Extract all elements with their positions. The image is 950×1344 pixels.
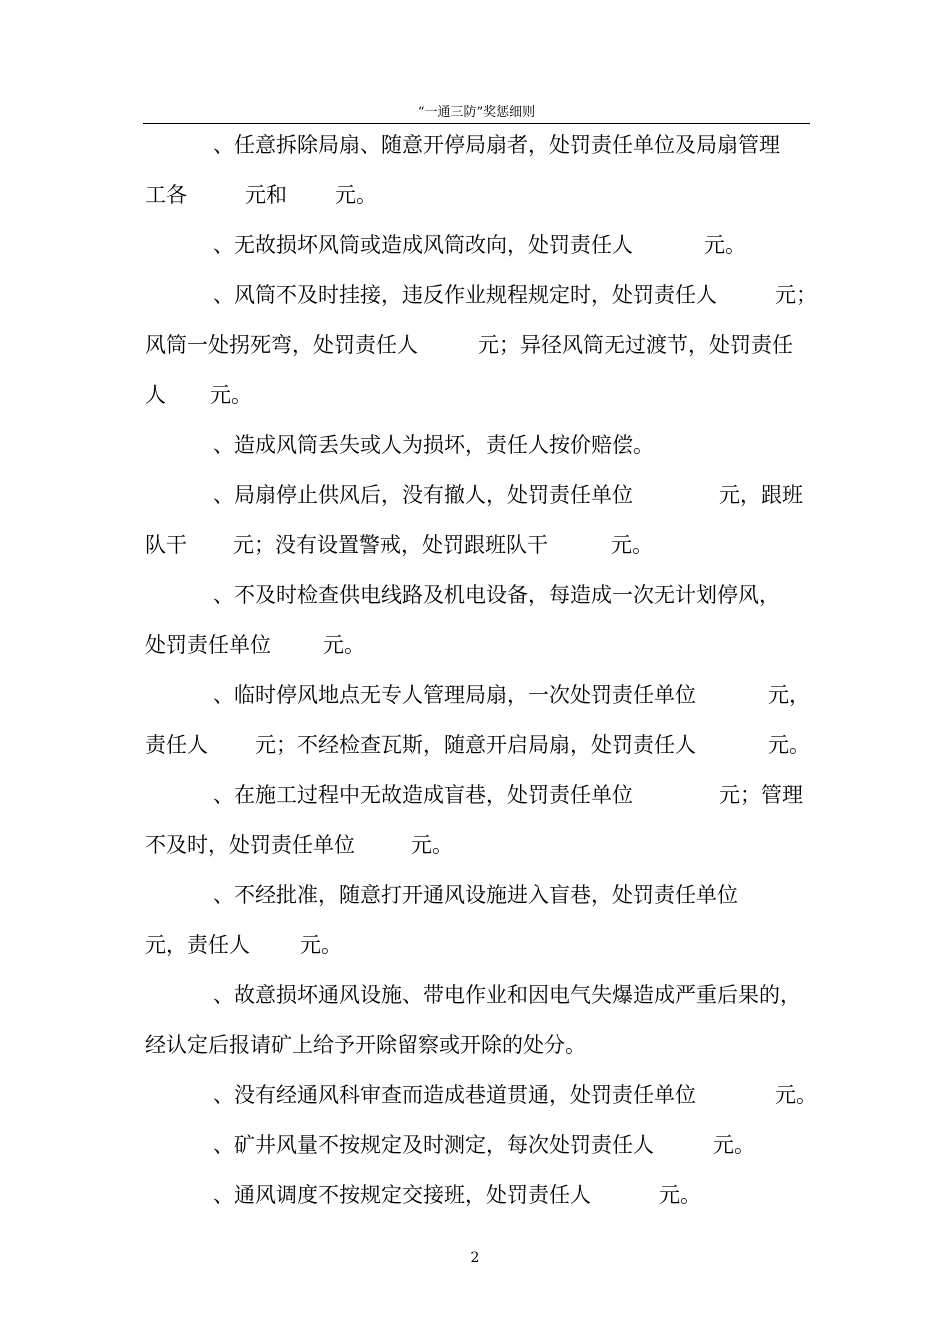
text-segment: 元。	[300, 933, 342, 957]
text-segment: 元；不经检查瓦斯，随意开启局扇，处罚责任人	[255, 733, 696, 757]
text-segment: 、通风调度不按规定交接班，处罚责任人	[213, 1183, 591, 1207]
text-line	[145, 670, 810, 720]
text-line	[145, 120, 810, 170]
text-segment: 、风筒不及时挂接，违反作业规程规定时，处罚责任人	[213, 283, 717, 307]
text-segment: 元，	[768, 683, 810, 707]
text-segment: 、不及时检查供电线路及机电设备，每造成一次无计划停风，	[213, 583, 780, 607]
text-segment: 、局扇停止供风后，没有撤人，处罚责任单位	[213, 483, 633, 507]
text-line	[145, 1170, 810, 1220]
running-header: “一通三防”奖惩细则	[417, 105, 536, 120]
text-segment: 、不经批准，随意打开通风设施进入盲巷，处罚责任单位	[213, 883, 738, 907]
text-segment: 人	[145, 383, 166, 407]
text-segment: 元和	[245, 183, 287, 207]
text-line	[145, 220, 810, 270]
text-line	[145, 920, 810, 970]
text-segment: 元。	[704, 233, 746, 257]
text-segment: 责任人	[145, 733, 208, 757]
text-segment: 元。	[335, 183, 377, 207]
text-line	[145, 320, 810, 370]
text-segment: 工各	[145, 183, 187, 207]
text-segment: 、在施工过程中无故造成盲巷，处罚责任单位	[213, 783, 633, 807]
text-line	[145, 420, 810, 470]
text-line	[145, 1070, 817, 1120]
text-line	[145, 470, 810, 520]
text-segment: 、任意拆除局扇、随意开停局扇者，处罚责任单位及局扇管理	[213, 133, 780, 157]
text-segment: 元。	[611, 533, 653, 557]
text-segment: 风筒一处拐死弯，处罚责任人	[145, 333, 418, 357]
text-segment: 、无故损坏风筒或造成风筒改向，处罚责任人	[213, 233, 633, 257]
text-segment: 元；管理	[719, 783, 803, 807]
text-segment: 元，责任人	[145, 933, 250, 957]
text-segment: 元；没有设置警戒，处罚跟班队干	[233, 533, 548, 557]
text-line	[145, 820, 810, 870]
text-segment: 元，跟班	[719, 483, 803, 507]
text-line	[145, 520, 810, 570]
text-segment: 不及时，处罚责任单位	[145, 833, 355, 857]
text-segment: 元。	[323, 633, 365, 657]
text-line	[145, 970, 810, 1020]
text-segment: 、故意损坏通风设施、带电作业和因电气失爆造成严重后果的，	[213, 983, 801, 1007]
text-segment: 队干	[145, 533, 187, 557]
text-segment: 元。	[768, 733, 810, 757]
text-segment: 元；	[775, 283, 817, 307]
text-segment: 、造成风筒丢失或人为损坏，责任人按价赔偿。	[213, 433, 654, 457]
text-line	[145, 170, 810, 220]
text-segment: 处罚责任单位	[145, 633, 271, 657]
text-line	[145, 770, 810, 820]
text-segment: 、没有经通风科审查而造成巷道贯通，处罚责任单位	[213, 1083, 696, 1107]
text-line	[145, 570, 810, 620]
text-line	[145, 1020, 810, 1070]
text-segment: 元。	[411, 833, 453, 857]
text-segment: 、临时停风地点无专人管理局扇，一次处罚责任单位	[213, 683, 696, 707]
text-segment: 经认定后报请矿上给予开除留察或开除的处分。	[145, 1033, 586, 1057]
text-line	[145, 1120, 810, 1170]
text-line	[145, 370, 810, 420]
document-body	[145, 120, 817, 1220]
page-number: 2	[470, 1250, 480, 1266]
text-line	[145, 720, 810, 770]
text-line	[145, 270, 817, 320]
text-line	[145, 620, 810, 670]
text-segment: 元。	[713, 1133, 755, 1157]
text-line	[145, 870, 810, 920]
text-segment: 、矿井风量不按规定及时测定，每次处罚责任人	[213, 1133, 654, 1157]
text-segment: 元。	[775, 1083, 817, 1107]
text-segment: 元。	[210, 383, 252, 407]
text-segment: 元。	[659, 1183, 701, 1207]
text-segment: 元；异径风筒无过渡节，处罚责任	[478, 333, 793, 357]
